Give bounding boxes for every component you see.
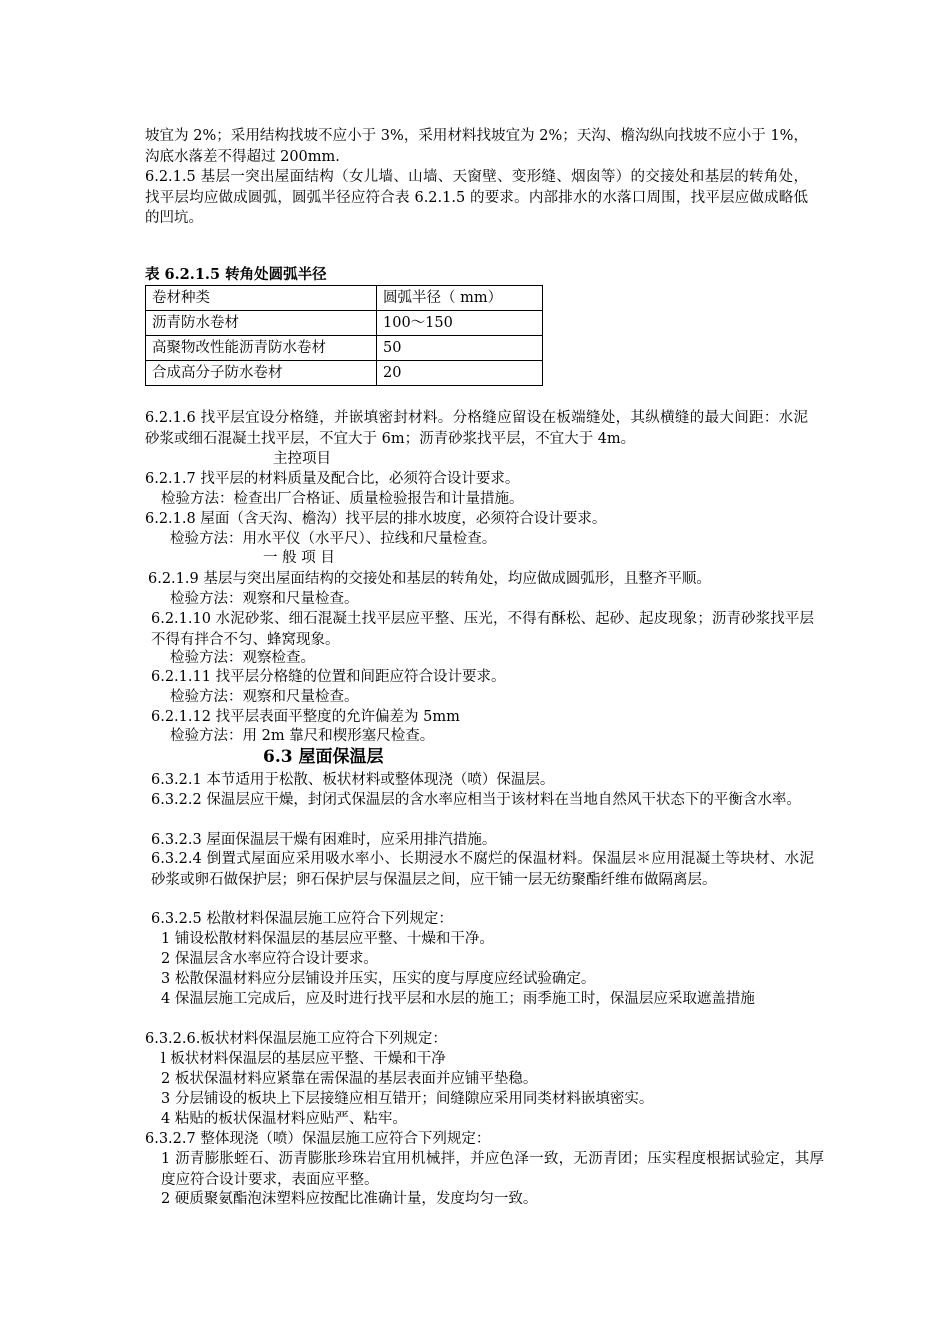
table-row xyxy=(146,286,543,311)
table-cell: 100～150 xyxy=(377,311,543,336)
table-cell: 合成高分子防水卷材 xyxy=(146,361,377,386)
table-cell: 高聚物改性能沥青防水卷材 xyxy=(146,336,377,361)
paragraph: 2 保温层含水率应符合设计要求。 xyxy=(161,951,378,967)
paragraph: 6.3.2.6.板状材料保温层施工应符合下列规定： xyxy=(145,1031,447,1047)
table-cell: 20 xyxy=(377,361,543,386)
table-cell: 圆弧半径（ mm） xyxy=(377,286,543,311)
paragraph: 2 硬质聚氨酯泡沫塑料应按配比准确计量，发度均匀一致。 xyxy=(161,1191,538,1207)
radius-table xyxy=(145,285,543,386)
paragraph: 6.3.2.3 屋面保温层干燥有困难时，应采用排汽措施。 xyxy=(151,832,497,848)
table-row xyxy=(146,311,543,336)
table-row xyxy=(146,336,543,361)
paragraph: 检验方法：观察检查。 xyxy=(170,650,315,666)
section-label-general: 一 般 项 目 xyxy=(263,550,335,566)
paragraph: 6.3.2.1 本节适用于松散、板状材料或整体现浇（喷）保温层。 xyxy=(151,772,555,788)
paragraph: 2 板状保温材料应紧靠在需保温的基层表面并应铺平垫稳。 xyxy=(161,1071,538,1087)
paragraph: 3 分层铺设的板块上下层接缝应相互错开；间缝隙应采用同类材料嵌填密实。 xyxy=(161,1091,654,1107)
paragraph: 检验方法：检查出厂合格证、质量检验报告和计量措施。 xyxy=(161,491,524,507)
paragraph: 6.2.1.11 找平层分格缝的位置和间距应符合设计要求。 xyxy=(151,669,506,685)
paragraph: 6.2.1.5 基层一突出屋面结构（女儿墙、山墙、天窗壁、变形缝、烟囱等）的交接处和基层的转角处，找平层均应做成圆弧，圆弧半径应符合表 6.2.1.5 的要求。内部排水的水落口周围，找平层应做成略低的凹坑。 xyxy=(145,169,808,226)
section-label-main-control: 主控项目 xyxy=(273,451,331,467)
paragraph: 坡宜为 2%；采用结构找坡不应小于 3%，采用材料找坡宜为 2%；天沟、檐沟纵向找坡不应小于 1%，沟底水落差不得超过 200mm. xyxy=(145,128,808,165)
paragraph: 1 沥青膨胀蛭石、沥青膨胀珍珠岩宜用机械拌，并应色泽一致，无沥青团；压实程度根据试验定，其厚度应符合设计要求，表面应平整。 xyxy=(161,1151,824,1188)
table-cell: 沥青防水卷材 xyxy=(146,311,377,336)
table-row xyxy=(146,361,543,386)
paragraph: 6.2.1.9 基层与突出屋面结构的交接处和基层的转角处，均应做成圆弧形，且整齐平顺。 xyxy=(148,571,711,587)
paragraph: 4 粘贴的板状保温材料应贴严、粘牢。 xyxy=(161,1111,407,1127)
paragraph: 6.2.1.7 找平层的材料质量及配合比，必须符合设计要求。 xyxy=(145,471,520,487)
paragraph: 6.3.2.4 倒置式屋面应采用吸水率小、长期浸水不腐烂的保温材料。保温层＊应用混凝土等块材、水泥砂浆或卵石做保护层；卵石保护层与保温层之间，应干铺一层无纺聚酯纤维布做隔离层。 xyxy=(151,851,814,888)
table-cell: 50 xyxy=(377,336,543,361)
paragraph: 4 保温层施工完成后，应及时进行找平层和水层的施工；雨季施工时，保温层应采取遮盖措施 xyxy=(161,991,755,1007)
paragraph: 6.3.2.2 保温层应干燥，封闭式保温层的含水率应相当于该材料在当地自然风干状态下的平衡含水率。 xyxy=(151,792,801,808)
paragraph: 检验方法：用水平仪（水平尺）、拉线和尺量检查。 xyxy=(170,531,497,547)
paragraph: 3 松散保温材料应分层铺设并压实，压实的度与厚度应经试验确定。 xyxy=(161,971,596,987)
paragraph: l 板状材料保温层的基层应平整、干燥和干净 xyxy=(161,1051,446,1067)
paragraph: 检验方法：观察和尺量检查。 xyxy=(170,591,359,607)
paragraph: 6.2.1.12 找平层表面平整度的允许偏差为 5mm xyxy=(151,709,460,725)
paragraph: 检验方法：用 2m 靠尺和楔形塞尺检查。 xyxy=(170,728,435,744)
paragraph: 6.2.1.8 屋面（含天沟、檐沟）找平层的排水坡度，必须符合设计要求。 xyxy=(145,511,607,527)
paragraph: 6.2.1.6 找平层宜设分格缝，并嵌填密封材料。分格缝应留设在板端缝处，其纵横缝的最大间距：水泥砂浆或细石混凝土找平层，不宜大于 6m；沥青砂浆找平层，不宜大于 4m。 xyxy=(145,410,808,447)
section-heading-6-3: 6.3 屋面保温层 xyxy=(263,747,384,767)
paragraph: 6.3.2.5 松散材料保温层施工应符合下列规定： xyxy=(151,911,453,927)
table-caption: 表 6.2.1.5 转角处圆弧半径 xyxy=(145,266,327,283)
table-cell: 卷材种类 xyxy=(146,286,377,311)
paragraph: 1 铺设松散材料保温层的基层应平整、十燥和干净。 xyxy=(161,931,494,947)
paragraph: 6.3.2.7 整体现浇（喷）保温层施工应符合下列规定： xyxy=(145,1131,491,1147)
paragraph: 6.2.1.10 水泥砂浆、细石混凝土找平层应平整、压光，不得有酥松、起砂、起皮现象；沥青砂浆找平层不得有拌合不匀、蜂窝现象。 xyxy=(151,611,814,648)
paragraph: 检验方法：观察和尺量检查。 xyxy=(170,689,359,705)
